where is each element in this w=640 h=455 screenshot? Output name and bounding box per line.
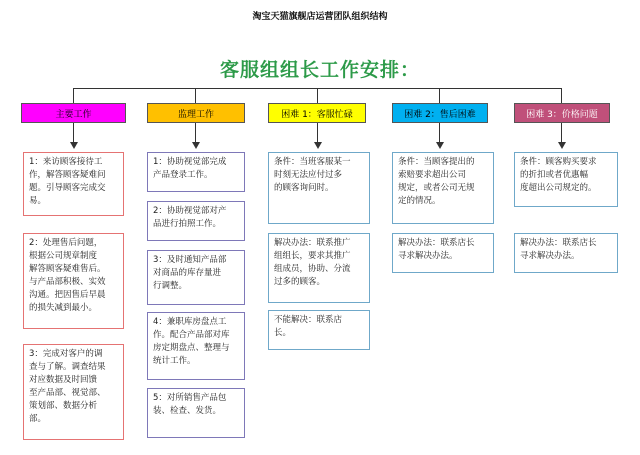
difficulty-3-condition: 条件：顾客购买要求 的折扣或者优惠幅 度超出公司规定的。 [514,152,618,207]
header-difficulty-3: 困难 3：价格问题 [514,103,610,123]
main-work-item-1: 1：来访顾客接待工 作，解答顾客疑难问 题。引导顾客完成交 易。 [23,152,124,216]
arrow-line-2 [195,123,196,143]
supervision-item-1: 1：协助视觉部完成 产品登录工作。 [147,152,245,192]
main-work-item-2: 2：处理售后问题， 根据公司规章制度 解答顾客疑难售后。 与产品部积极、实效 沟通。把因售后早晨 的损失减到最小。 [23,233,124,329]
connector-top-4 [439,88,440,103]
connector-top-1 [73,88,74,103]
difficulty-1-solution: 解决办法：联系推广 组组长，要求其推广 组成员，协助、分流 过多的顾客。 [268,233,370,303]
page-title: 客服组组长工作安排： [219,59,420,81]
supervision-item-3: 3：及时通知产品部 对商品的库存量进 行调整。 [147,250,245,305]
arrow-line-1 [73,123,74,143]
arrow-head-1 [70,142,78,149]
arrow-line-5 [561,123,562,143]
connector-top-5 [561,88,562,103]
difficulty-2-solution: 解决办法：联系店长 寻求解决办法。 [392,233,494,273]
document-title: 淘宝天猫旗舰店运营团队组织结构 [252,12,388,22]
difficulty-1-condition: 条件：当班客服某一 时刻无法应付过多 的顾客询问时。 [268,152,370,224]
arrow-head-3 [314,142,322,149]
header-supervision-work: 监理工作 [147,103,245,123]
header-main-work: 主要工作 [21,103,126,123]
arrow-head-2 [192,142,200,149]
difficulty-3-solution: 解决办法：联系店长 寻求解决办法。 [514,233,618,273]
arrow-head-5 [558,142,566,149]
main-work-item-3: 3：完成对客户的调 查与了解。调查结果 对应数据及时回馈 至产品部、视觉部、 策划部、数据分析 部。 [23,344,124,440]
difficulty-1-escalation: 不能解决：联系店 长。 [268,310,370,350]
arrow-line-3 [317,123,318,143]
connector-top-2 [195,88,196,103]
header-difficulty-1: 困难 1：客服忙碌 [268,103,366,123]
difficulty-2-condition: 条件：当顾客提出的 索赔要求超出公司 规定，或者公司无规 定的情况。 [392,152,494,224]
horizontal-connector [74,88,562,89]
connector-top-3 [317,88,318,103]
arrow-line-4 [439,123,440,143]
arrow-head-4 [436,142,444,149]
supervision-item-2: 2：协助视觉部对产 品进行拍照工作。 [147,201,245,241]
supervision-item-5: 5：对所销售产品包 装、检查、发货。 [147,388,245,438]
header-difficulty-2: 困难 2：售后困难 [392,103,488,123]
supervision-item-4: 4：兼职库房盘点工 作。配合产品部对库 房定期盘点、整理与 统计工作。 [147,312,245,380]
